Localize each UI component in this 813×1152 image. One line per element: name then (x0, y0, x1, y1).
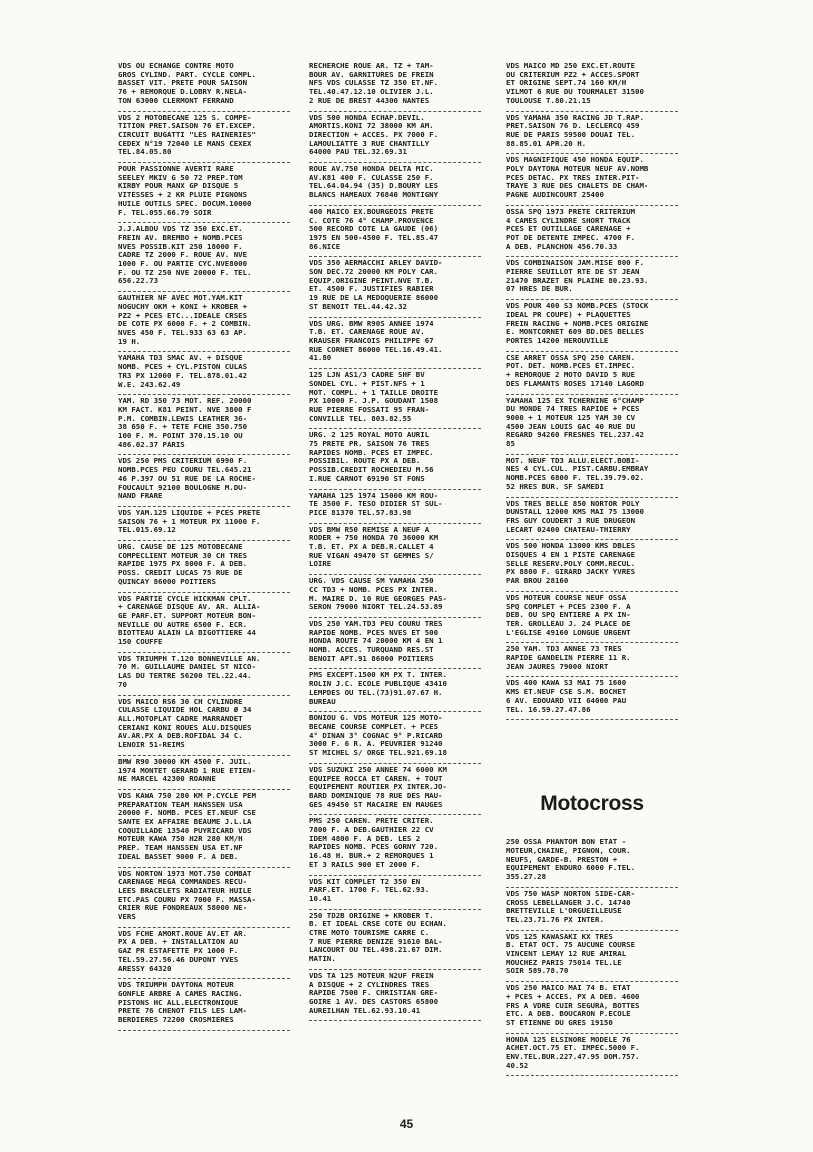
classified-ad-text: URG. CAUSE DE 125 MOTOBECANE COMPECLIENT MOTEUR 30 CH TRES RAPIDE 1975 PX 8000 F. A DEB. POSS. CREDIT LUCAS 75 RUE DE QUINCAY 86000 POITIERS (118, 542, 248, 586)
classified-ad (506, 352, 678, 395)
classified-ad (506, 931, 678, 983)
classified-ad (506, 643, 678, 677)
classified-ad (506, 498, 678, 541)
classified-ad (506, 300, 678, 352)
classified-ad (118, 790, 290, 868)
classified-ad (309, 876, 481, 910)
ads-list-motocross (506, 836, 678, 1076)
classified-ad-text: VDS 125 KAWASAKI KX TRES B. ETAT OCT. 75 AUCUNE COURSE VINCENT LEMAY 12 RUE AMIRAL MOUCHEZ PARIS 75014 TEL.LE SOIR 589.78.70 (506, 931, 636, 976)
classified-ad (118, 541, 290, 593)
classified-ad-text: VDS 400 KAWA S3 MAI 75 1600 KMS ET.NEUF CSE S.M. BOCHET 6 AV. EDOUARD VII 64000 PAU TEL. 16.59.27.47.86 (506, 678, 627, 714)
classified-ad-text: VDS SUZUKI 250 ANNEE 74 6000 KM EQUIPEE ROCCA ET CAREN. + TOUT EQUIPEMENT ROUTIER PX INTER.JO- BARD DOMINIQUE 78 RUE DES MAU- GES 49450 ST MACAIRE EN MAUGES (309, 764, 447, 809)
classified-ad (118, 163, 290, 223)
classified-ad (309, 524, 481, 576)
classified-ad (118, 223, 290, 292)
classified-ad (506, 112, 678, 155)
classified-ad (309, 369, 481, 429)
classified-ad-text: VDS POUR 400 S3 NOMB.PCES (STOCK IDEAL PR COUPE) + PLAQUETTES FREIN RACING + NOMB.PCES ORIGINE E. MONTCORNET 609 BD.DES BELLES PORTES 14200 HEROUVILLE (506, 301, 649, 345)
classified-ad (118, 352, 290, 395)
classified-ad-text: VDS MAICO MD 250 EXC.ET.ROUTE OU CRITERIUM PZ2 + ACCES.SPORT ET ORIGINE SEPT.74 160 KM/H VILMOT 6 RUE DU TOURMALET 31500 TOULOUSE T.80.21.15 (506, 61, 644, 105)
classified-ad (309, 60, 481, 112)
classified-ad-text: J.J.ALBOU VDS TZ 350 EXC.ET. FREIN AV. BREMBO + NOMB.PCES NVES POSSIB.KIT 250 18000 F. CADRE TZ 2000 F. ROUE AV. NVE 1000 F. OU PARTIE CYC.NVE8000 F. OU TZ 250 NVE 20000 F. TEL. 656.22.73 (118, 224, 252, 286)
classified-ad-text: URG. VDS CAUSE SM YAMAHA 250 CC TD3 + NOMB. PCES PX INTER. M. MAIRE D. 10 RUE GEORGES PAS- SERON 79000 NIORT TEL.24.53.89 (309, 576, 447, 612)
classified-ad (118, 60, 290, 112)
classified-ad (506, 395, 678, 455)
classified-ad-text: VDS TRIUMPH DAYTONA MOTEUR GONFLE ARBRE A CAMES RACING. PISTONS HC ALL.ELECTRONIQUE PRETE 76 CHENOT FILS LES LAM- BERDIERES 72200 CROSMIERES (118, 980, 248, 1025)
classified-ad-text: VDS TRIUMPH T.120 BONNEVILLE AN. 70 M. GUILLAUME DANIEL ST NICO- LAS DU TERTRE 56200 TEL.22.44. 70 (118, 653, 261, 689)
classified-ad (309, 318, 481, 370)
classified-ad-text: VDS YAM.125 LIQUIDE + PCES PRETE SAISON 76 + 1 MOTEUR PX 11000 F. TEL.015.69.12 (118, 507, 261, 535)
classified-ad-text: VDS 2 MOTOBECANE 125 S. COMPE- TITION PRET.SAISON 76 ET.EXCEP. CIRCUIT BUGATTI "LES RAINERIES" CEDEX N°19 72040 LE MANS CEXEX TEL.84.05.80 (118, 112, 256, 157)
classified-ad (506, 455, 678, 498)
classified-ad-text: VDS NORTON 1973 MOT.750 COMBAT CARENAGE MEGA COMMANDES RECU- LEES BRACELETS RADIATEUR HUILE ETC.PAS COURU PX 7000 F. MASSA- CRIER RUE FONDREAUX 58000 NE- VERS (118, 868, 256, 922)
classified-ad-text: HONDA 125 ELSINORE MODELE 76 ACHET.OCT.75 ET. IMPEC.5000 F. ENV.TEL.BUR.227.47.95 DOM.757. 40.52 (506, 1034, 640, 1070)
classified-ad (118, 593, 290, 653)
classified-ad (118, 928, 290, 980)
classified-ad (309, 206, 481, 258)
classified-ad (309, 575, 481, 618)
page-number: 45 (399, 1117, 414, 1131)
classified-ad (309, 910, 481, 970)
classified-ad-text: BONIOU G. VDS MOTEUR 125 MOTO- BECANE COURSE COMPLET. + PCES 4° DINAN 3° COGNAC 9° P.RICARD 3000 F. 6 R. A. PEUVRIER 91240 ST MICHEL S/ ORGE TEL.921.69.18 (309, 713, 447, 758)
classified-ad-text: VDS COMBINAISON JAM.MISE 800 F. PIERRE SEUILLOT RTE DE ST JEAN 21470 BRAZET EN PLAINE 80.23.93. 07 HRES DE BUR. (506, 258, 649, 294)
classified-ad-text: VDS OU ECHANGE CONTRE MOTO GROS CYLIND. PART. CYCLE COMPL. BASSET VIT. PRETE POUR SAISON 76 + REMORQUE D.LOBRY R.NELA- TON 63000 CLERMONT FERRAND (118, 61, 256, 105)
classified-ad-text: CSE ARRET OSSA SPQ 250 CAREN. POT. DET. NOMB.PCES ET.IMPEC. + REMORQUE 2 MOTO DAVID 5 RUE DES FLAMANTS ROSES 17140 LAGORD (506, 352, 644, 388)
classified-ad-text: YAMAHA 125 1974 15000 KM ROU- TE 3500 F. TESO DIDIER ST SUL- PICE 81370 TEL.57.83.98 (309, 490, 443, 517)
classified-ad-text: OSSA SPQ 1973 PRETE CRITERIUM 4 CAMES CYLINDRE SHORT TRACK PCES ET OUTILLAGE CARENAGE + POT DE DETENTE IMPEC. 4700 F. A DEB. PLANCHON 456.70.33 (506, 206, 636, 251)
classified-ad-text: VDS MAGNIFIQUE 450 HONDA EQUIP. POLY DAYTONA MOTEUR NEUF AV.NOMB PCES DETAC. PX TRES INTER.PIT- TRAYE 3 RUE DES CHALETS DE CHAM- PAGNE AUDINCOURT 25400 (506, 155, 649, 200)
classified-ad (118, 868, 290, 928)
classified-ad-text: VDS URG. BMW R90S ANNEE 1974 T.B. ET. CARENAGE ROUE AV. KRAUSER FRANCOIS PHILIPPE 67 RUE CORNET 86000 TEL.16.49.41. 41.80 (309, 318, 443, 363)
ads-column-3 (506, 60, 678, 1076)
classified-ad (309, 112, 481, 164)
classified-ad (309, 163, 481, 206)
classified-ad-text: VDS 500 HONDA ECHAP.DEVIL. AMORTIS.KONI 72 38000 KM AM. DIRECTION + ACCES. PX 7000 F. LAMOULIATTE 3 RUE CHANTILLY 64000 PAU TEL.32.69.31 (309, 112, 439, 157)
classified-ad-text: YAMAHA 125 EX TCHERNINE 6°CHAMP DU MONDE 74 TRES RAPIDE + PCES 9000 + 1 MOTEUR 125 YAM 30 CV 4500 JEAN LOUIS GAC 40 RUE DU REGARD 94260 FRESNES TEL.237.42 85 (506, 395, 644, 449)
classified-ad (118, 696, 290, 756)
classified-ad-text: BMW R90 30000 KM 4500 F. JUIL. 1974 MONTET GERARD 1 RUE ETIEN- NE MARCEL 42300 ROANNE (118, 756, 256, 784)
classified-ad-text: VDS MAICO RS6 30 CH CYLINDRE CULASSE LIQUIDE HOL CARBU Ø 34 ALL.MOTOPLAT CADRE MARRANDET CERIANI KONI ROUES ALU.DISQUES AV.AR.PX A DEB.ROFIDAL 34 C. LENOIR 51-REIMS (118, 696, 252, 750)
classified-ad (506, 60, 678, 112)
classified-ad-text: ROUE AV.750 HONDA DELTA MIC. AV.K81 400 F. CULASSE 250 F. TEL.64.04.94 (35) D.BOURY LES BLANCS HAMEAUX 76840 MONTIGNY (309, 164, 439, 200)
ads-column-2 (309, 60, 481, 1021)
classified-ad (309, 618, 481, 670)
classified-ad-text: VDS 250 PMS CRITERIUM 6990 F. NOMB.PCES PEU COURU TEL.645.21 46 P.397 OU 51 RUE DE LA ROCHE- FOUCAULT 92100 BOULOGNE M.DU- NAND FRARE (118, 456, 256, 501)
classified-ad-text: VDS PARTIE CYCLE HICKMAN CPLT. + CARENAGE DISQUE AV. AR. ALLIA- GE PARF.ET. SUPPORT MOTEUR BON- NEVILLE OU AUTRE 6500 F. ECR. BIOTTEAU ALAIN LA BIGOTTIERE 44 150 COUFFE (118, 593, 261, 647)
classified-ad-text: VDS 250 MAICO MAI 74 B. ETAT + PCES + ACCES. PX A DEB. 4600 FRS A VDRE CUIR SEGURA, BOTTES ETC. A DEB. BOUCARON P.ECOLE ST ETIENNE DU GRES 19150 (506, 983, 640, 1027)
classified-ad-text: 250 YAM. TD3 ANNEE 73 TRES RAPIDE GANDELIN PIERRE 11 R. JEAN JAURES 79000 NIORT (506, 644, 631, 671)
classified-ad-text: 400 MAICO EX.BOURGEOIS PRETE C. COTE 76 4° CHAMP.PROVENCE 500 RECORD COTE LA GAUDE (06) 1975 EN 500-4500 F. TEL.85.47 86.NICE (309, 206, 439, 251)
classified-ad-text: YAM. RD 350 73 MOT. REF. 20000 KM FACT. K81 PEINT. NVE 3800 F P.M. COMBIN.LEWIS LEATHER 36- 38 650 F. + TETE FCHE 350.750 100 F. M. POINT 370.15.10 OU 486.02.37 PARIS (118, 396, 252, 449)
classified-ad (309, 257, 481, 317)
classified-ad-text: VDS KAWA 750 280 KM P.CYCLE PEM PREPARATION TEAM HANSSEN USA 20000 F. NOMB. PCES ET.NEUF CSE SANTE EX AFFAIRE BEAUME J.L.LA COQUILLADE 13540 PUYRICARD VDS MOTEUR KAWA 750 H2R 280 KM/H PREP. TEAM HANSSEN USA ET.NF IDEAL BASSET 9000 F. A DEB. (118, 790, 256, 861)
classified-ad (118, 653, 290, 696)
classified-ad-text: VDS FCHE AMORT.ROUE AV.ET AR. PX A DEB. + INSTALLATION AU GAZ PR ESTAFETTE PX 1000 F. TEL.59.27.56.46 DUPONT YVES ARESSY 64320 (118, 928, 248, 973)
classified-ad-text: VDS YAMAHA 350 RACING JD T.RAP. PRET.SAISON 76 D. LECLERCQ 459 RUE DE PARIS 59500 DOUAI TEL. 88.85.01 APR.20 H. (506, 112, 644, 148)
classified-ad-text: PMS 250 CAREN. PRETE CRITER. 7800 F. A DEB.GAUTHIER 22 CV IDEM 4800 F. A DEB. LES 2 RAPIDES NOMB. PCES GORNY 720. 16.48 H. BUR.+ 2 REMORQUES 1 ET 3 RAILS 900 ET 2000 F. (309, 816, 439, 869)
classified-ad-text: VDS 500 HONDA 13000 KMS DBLES DISQUES 4 EN 1 PISTE CARENAGE SELLE RESERV.POLY COMM.RECUL. PX 8800 F. GIRARD JACKY YVRES PAR BROU 28160 (506, 541, 636, 586)
section-title: Motocross (540, 792, 644, 816)
classified-ad-text: RECHERCHE ROUE AR. TZ + TAM- BOUR AV. GARNITURES DE FREIN NFS VDS CULASSE TZ 350 ET.NF. TEL.40.47.12.10 OLIVIER J.L. 2 RUE DE BREST 44300 NANTES (309, 61, 439, 105)
classified-ad (309, 490, 481, 524)
classified-ad (506, 982, 678, 1034)
classified-ad (506, 154, 678, 206)
classified-ad-text: VDS 250 YAM.TD3 PEU COURU TRES RAPIDE NOMB. PCES NVES ET 500 HONDA ROUTE 74 20000 KM 4 EN 1 NOMB. ACCES. TURQUAND RES.ST BENOIT APT.91 86000 POITIERS (309, 618, 443, 663)
classified-ad (506, 836, 678, 888)
classified-ad-text: VDS MOTEUR COURSE NEUF OSSA SPQ COMPLET + PCES 2300 F. A DEB. OU SPQ ENTIERE A PX IN- TER. GROLLEAU J. 24 PLACE DE L'EGLISE 49160 LONGUE URGENT (506, 592, 631, 637)
classified-ad (118, 756, 290, 790)
classified-ad-text: VDS 750 WASP NORTON SIDE-CAR- CROSS LEBELLANGER J.C. 14740 BRETTEVILLE L'ORGUEILLEUSE TEL.23.71.76 PX INTER. (506, 888, 636, 924)
classified-ad (309, 970, 481, 1022)
classified-ad-text: VDS TRES BELLE 850 NORTOR POLY DUNSTALL 12000 KMS MAI 75 13000 FRS GUY COUDERT 3 RUE DRUGEON LECART 02400 CHATEAU-THIERRY (506, 498, 644, 534)
classified-ad (506, 677, 678, 720)
classified-ad (506, 206, 678, 258)
classified-ad-text: 250 TD2B ORIGINE + KROBER T. B. ET IDEAL CRSE COTE OU ECHAN. CTRE MOTO TOURISME CARRE C. 7 RUE PIERRE DENIZE 91610 BAL- LANCOURT OU TEL.498.21.67 DIM. MATIN. (309, 910, 447, 964)
classified-ad (309, 712, 481, 764)
classified-ad (309, 764, 481, 816)
classified-ad (118, 455, 290, 507)
classified-ad (118, 507, 290, 541)
classified-ad (309, 815, 481, 875)
classified-ad (506, 540, 678, 592)
ads-column-1 (118, 60, 290, 1031)
classified-ad (118, 112, 290, 164)
classified-ad (506, 257, 678, 300)
ads-list-road (506, 60, 678, 720)
classified-ad (506, 888, 678, 931)
classified-ad (118, 292, 290, 352)
classified-ad (506, 592, 678, 644)
classified-ad-text: 250 OSSA PHANTOM BON ETAT - MOTEUR,CHAINE, PIGNON, COUR. NEUFS, GARDE-B. PRESTON + EQUIPEMENT ENDURO 6000 F.TEL. 355.27.28 (506, 837, 636, 882)
classified-ad-text: YAMAHA TD3 SMAC AV. + DISQUE NOMB. PCES + CYL.PISTON CULAS TR3 PX 12000 F. TEL.878.01.42 W.E. 243.62.49 (118, 353, 248, 389)
classified-ad (309, 429, 481, 489)
classified-ad-text: VDS BMW R50 REMISE A NEUF A RODER + 750 HONDA 70 36000 KM T.B. ET. PX A DEB.R.CALLET 4 RUE VIGAN 49470 ST GEMMES S/ LOIRE (309, 524, 439, 569)
classified-ad-text: POUR PASSIONNE AVERTI RARE SEELEY MKIV G 50 72 PREP.TOM KIRBY POUR MANX GP DISQUE 5 VITESSES + 2 KR PLUIE PIGNONS HUILE OUTILS SPEC. DOCUM.10000 F. TEL.055.66.79 SOIR (118, 164, 252, 217)
classified-ad-text: VDS KIT COMPLET T2 350 EN PARF.ET. 1700 F. TEL.62.93. 10.41 (309, 876, 430, 903)
classified-ad-text: VDS 350 AERMACCHI ARLEY DAVID- SON DEC.72 20000 KM POLY CAR. EQUIP.ORIGINE PEINT.NVE T.B. ET. 4500 F. JUSTIFIES RABIER 19 RUE DE LA MEDOQUERIE 86000 ST BENOIT TEL.44.42.32 (309, 258, 443, 311)
classified-ad (309, 669, 481, 712)
classified-ad (118, 979, 290, 1031)
classified-ad-text: URG. 2 125 ROYAL MOTO AURIL 75 PRETE PR. SAISON 76 TRES RAPIDES NOMB. PCES ET IMPEC. POSSIBIL. ROUTE PX A DEB. POSSIB.CREDIT ROCHEDIEU M.56 I.RUE CARNOT 69190 ST FONS (309, 430, 434, 483)
classified-ad-text: GAUTHIER NF AVEC MOT.YAM.KIT NOGUCHY OKM + KONI + KROBER + PZ2 + PCES ETC...IDEALE CRSES DE COTE PX 6000 F. + 2 COMBIN. NVES 450 F. TEL.933 63 63 AP. 19 H. (118, 293, 252, 346)
classified-ad (118, 395, 290, 455)
classified-ad-text: 125 LJN AS1/3 CADRE SHF BV SONDEL CYL. + PIST.NFS + 1 MOT. COMPL. + 1 TAILLE DROITE PX 10000 F. J.P. GOUDANT 1508 RUE PIERRE FOSSATI 95 FRAN- CONVILLE TEL. 803.82.55 (309, 370, 439, 423)
classified-ad-text: PMS EXCEPT.1500 KM PX T. INTER. ROLIN J.C. ECOLE PUBLIQUE 43410 LEMPDES OU TEL.(73)91.07.67 H. BUREAU (309, 670, 447, 706)
classified-ad-text: VDS TA 125 MOTEUR N2UF FREIN A DISQUE + 2 CYLINDRES TRES RAPIDE 7500 F. CHRISTIAN GRE- GOIRE 1 AV. DES CASTORS 65800 AUREILHAN TEL.62.93.10.41 (309, 970, 439, 1015)
classified-ad-text: MOT. NEUF TD3 ALLU.ELECT.BOBI- NES 4 CYL.CUL. PIST.CARBU.EMBRAY NOMB.PCES 6800 F. TEL.39.79.02. 52 HRES BUR. SF SAMEDI (506, 455, 649, 491)
classified-ad (506, 1034, 678, 1077)
